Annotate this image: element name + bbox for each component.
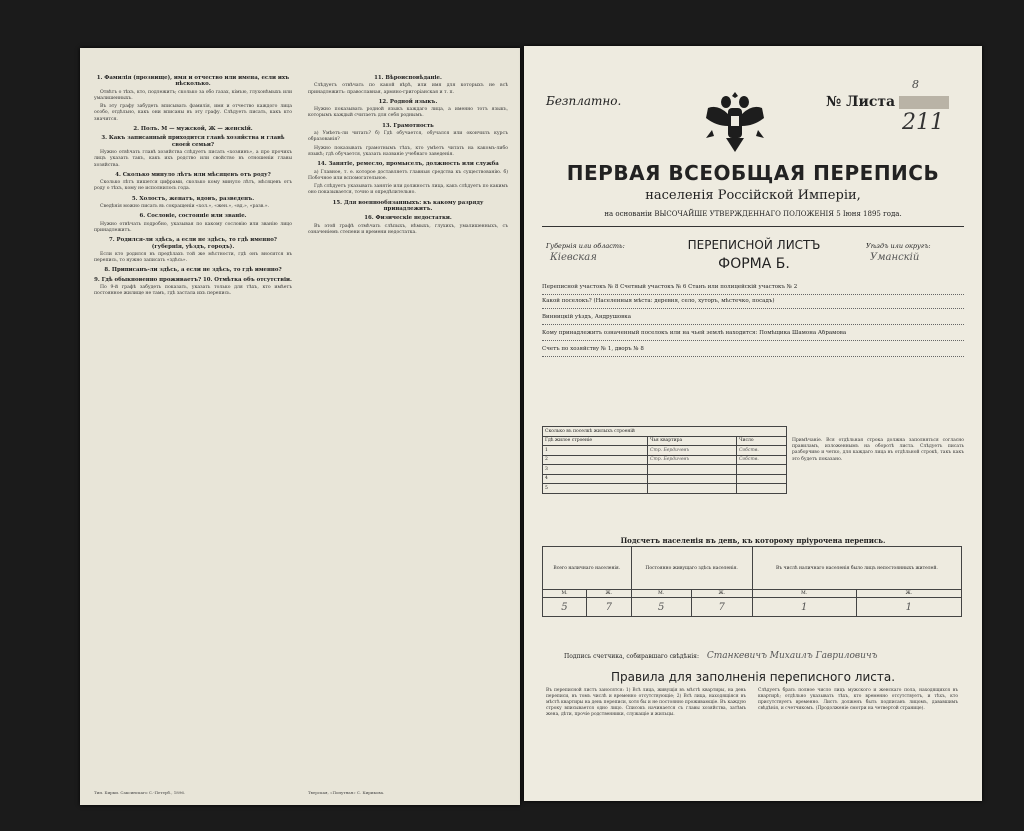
buildings-table-header: Сколько въ поселкѣ жилыхъ строеній — [543, 427, 787, 437]
section-heading: 3. Какъ записанный приходится главѣ хозяйства и главѣ своей семьи? — [101, 135, 285, 148]
section-heading: 4. Сколько минуло лѣтъ или мѣсяцевъ отъ роду? — [115, 171, 271, 178]
buildings-column-header: Гдѣ жилое строеніе — [543, 436, 648, 446]
printer-footer-left: Тип. Бирки. Саксинскаго С.-Петерб., 1896. — [94, 790, 186, 795]
buildings-cell: 2 — [543, 455, 648, 465]
section-heading: 9. Гдѣ обыкновенно проживаетъ? 10. Отмѣтка объ отсутствіи. — [94, 276, 292, 283]
instructions-column-2 — [308, 72, 508, 775]
population-count-value: 1 — [856, 598, 961, 617]
gubernia-label: Губернія или область: — [546, 242, 625, 250]
sheet-number-stamp — [899, 96, 949, 109]
buildings-cell — [737, 484, 787, 494]
buildings-cell: 5 — [543, 484, 648, 494]
population-column-header: Всего наличнаго населенія. — [543, 547, 632, 590]
form-field-row: Счетъ по хозяйству № 1, дворъ № 8 — [542, 346, 964, 357]
form-note: Примѣчаніе. Вся отдѣльная строка должна заполняться согласно правиламъ, изложеннымъ на оборотѣ листа. Слѣдуетъ писать разборчиво и четко, для каждаго лица въ отдѣльной строкѣ, такъ какъ это будетъ показано. — [792, 438, 964, 462]
buildings-cell — [737, 465, 787, 475]
rules-title: Правила для заполненія переписного листа. — [610, 670, 896, 684]
section-text: а) Главное, т. е. которое доставляетъ главныя средства къ существованію. б) Побочное или вспомогательное. — [308, 169, 508, 181]
section-text: Нужно показывать родной языкъ каждаго лица, а именно тотъ языкъ, которымъ каждый считаетъ для себя роднымъ. — [308, 107, 508, 119]
signature: Станкевичъ Михаилъ Гавриловичъ — [706, 651, 878, 661]
buildings-cell: Стр. Бердичевъ — [648, 455, 737, 465]
buildings-cell — [737, 474, 787, 484]
form-title: ПЕРВАЯ ВСЕОБЩАЯ ПЕРЕПИСЬ — [566, 161, 940, 185]
buildings-row — [543, 465, 787, 475]
signature-line — [564, 651, 964, 661]
instructions-column-1 — [94, 72, 292, 775]
section-text: Въ эту графу забудеть вписывать фамилія, имя и отчество каждого лица особо, отдѣльно, какъ они вписаны въ эту графу. Слѣдуетъ писать, какъ кто значится. — [94, 104, 292, 122]
buildings-cell: Собств. — [737, 446, 787, 456]
section-text: Въ этой графѣ отмѣчать слѣпыхъ, нѣмыхъ, глухихъ, умалишенныхъ, съ означеніемъ степени и времени недостатка. — [308, 223, 508, 235]
buildings-column-header: Чья квартира — [648, 436, 737, 446]
buildings-cell — [648, 484, 737, 494]
section-text: Нужно отвѣчать подробно, указывая по какому сословію или званію лицо принадлежитъ. — [94, 221, 292, 233]
divider — [542, 226, 964, 227]
population-sex-header: Ж. — [856, 590, 961, 598]
form-field-row: Переписной участокъ № 8 Счетный участокъ № 6 Станъ или полицейскій участокъ № 2 — [542, 284, 964, 295]
section-heading: 8. Приписанъ-ли здѣсь, а если не здѣсь, то гдѣ именно? — [104, 267, 282, 274]
section-heading: 14. Занятіе, ремесло, промыселъ, должность или служба — [317, 161, 499, 168]
double-headed-eagle-emblem — [702, 86, 768, 158]
section-text: Отвѣтъ о тѣхъ, кто, подлежитъ; сколько за обо газах, кімъю, глухонѣмыхъ или умалишенныхъ. — [94, 89, 292, 101]
form-legal-basis: на основаніи ВЫСОЧАЙШЕ УТВЕРЖДЕННАГО ПОЛОЖЕНІЯ 5 Іюня 1895 года. — [604, 210, 902, 218]
buildings-column-header: Число — [737, 436, 787, 446]
buildings-cell: Собств. — [737, 455, 787, 465]
section-text: а) Умѣетъ-ли читать? б) Гдѣ обучается, обучался или окончилъ курсъ образованія? — [308, 131, 508, 143]
sheet-handwritten-number: 211 — [902, 110, 944, 135]
population-count-value: 5 — [631, 598, 691, 617]
section-heading: 7. Родился-ли здѣсь, а если не здѣсь, то гдѣ именно? (губернія, уѣздъ, городъ). — [109, 237, 277, 250]
sheet-pencil-mark: 8 — [912, 78, 919, 91]
buildings-table — [542, 426, 787, 494]
population-count-value: 7 — [586, 598, 631, 617]
printer-footer-right: Тверская, «Попутная» С. Кирикова. — [308, 790, 385, 795]
population-count-title: Подсчетъ населенія въ день, къ которому пріурочена перепись. — [620, 536, 886, 545]
sheet-number-label — [826, 94, 949, 110]
section-heading: 5. Холостъ, женатъ, вдовъ, разведенъ. — [131, 195, 255, 202]
section-text: Слѣдуетъ отвѣчать по какой вѣрѣ, или имя для которыхъ не всѣ принадлежитъ: православная, армяно-григоріанская и т. п. — [308, 83, 508, 95]
gubernia-value: Кіевская — [550, 252, 597, 263]
section-heading: 15. Для военнообязанныхъ: къ какому разряду принадлежитъ. — [332, 199, 484, 213]
buildings-row — [543, 455, 787, 465]
section-text: По 9-й графѣ забудеть показать, указать только для тѣхъ, кто имѣетъ постоянное жилище не тамъ, гдѣ застала ихъ перепись. — [94, 285, 292, 297]
population-count-value: 1 — [752, 598, 856, 617]
population-sex-header: Ж. — [691, 590, 752, 598]
section-heading: 1. Фамилія (прозвище), имя и отчество или имена, если ихъ нѣсколько. — [96, 75, 290, 88]
section-heading: 12. Родной языкъ. — [378, 98, 438, 105]
population-sex-header: М. — [543, 590, 587, 598]
section-text: Если кто родился въ предѣлахъ той же мѣстности, гдѣ онъ вносится въ перепись, то нужно записать «здѣсь». — [94, 251, 292, 264]
rules-column-2: Слѣдуетъ брать полное число лицъ мужского и женскаго пола, находящихся въ квартирѣ; отдѣльно указывать тѣхъ, кто временно отсутствуетъ, и тѣхъ, кто присутствуетъ временно. Листъ долженъ быть подписанъ лицомъ, дававшимъ свѣдѣнія, и счетчикомъ. (Продолженіе смотри на четвертой странице). — [758, 688, 958, 712]
population-count-table — [542, 546, 962, 617]
buildings-cell — [648, 474, 737, 484]
buildings-cell: 4 — [543, 474, 648, 484]
population-column-header: Въ числѣ наличнаго населенія было лицъ непостоянныхъ жителей. — [752, 547, 961, 590]
population-sex-header: Ж. — [586, 590, 631, 598]
section-heading: 11. Вѣроисповѣданіе. — [374, 75, 442, 81]
form-heading: ПЕРЕПИСНОЙ ЛИСТЪ — [687, 238, 821, 252]
buildings-cell: 1 — [543, 446, 648, 456]
population-count-value: 7 — [691, 598, 752, 617]
section-heading: 16. Физическіе недостатки. — [364, 215, 452, 222]
section-text: Сведѣнія можно писать въ сокращеніи «хол.», «жен.», «вд.», «разв.». — [100, 204, 270, 210]
buildings-row — [543, 446, 787, 456]
sheet-label: № Листа — [826, 94, 896, 110]
section-heading: 2. Полъ. М — мужской, Ж — женскій. — [133, 126, 253, 133]
left-page — [80, 48, 520, 805]
section-text: Гдѣ слѣдуетъ указывать занятіе или должность лица, какъ слѣдуетъ по какимъ оно показывается, точно и опредѣлительно. — [308, 184, 508, 196]
form-subtitle: населенія Россійской Имперіи, — [645, 188, 861, 203]
population-sex-header: М. — [752, 590, 856, 598]
rules-column-1: Въ переписной листъ заносятся: 1) Всѣ лица, живущія въ мѣстѣ квартиры, на день переписи, въ томъ числѣ и временно отсутствующіе; 2) Всѣ лица, находящіяся въ мѣстѣ квартиры на день переписи, хотя бы и не постоянно проживающіе. Въ каждую строку вписывается одно лицо. Списокъ начинается съ главы хозяйства, затѣмъ жена, дѣти, прочіе родственники, служащіе и жильцы. — [546, 688, 746, 718]
section-text: Сколько лѣтъ пишется цифрами, сколько кому минуло лѣтъ, мѣсяцевъ отъ роду о тѣхъ, кому не исполнилось года. — [94, 180, 292, 192]
signature-label: Подпись счетчика, собиравшаго свѣдѣнія: — [564, 653, 699, 660]
section-text: Нужно отвѣчать главѣ хозяйства слѣдуетъ писать «хозяинъ», а про прочихъ лицъ указать такъ, какъ ихъ родство или свойство въ отношеніи главы хозяйства. — [94, 149, 292, 168]
section-heading: 13. Грамотность — [382, 122, 434, 129]
population-sex-header: М. — [631, 590, 691, 598]
form-field-row: Какой поселокъ? (Населенныя мѣста: деревня, село, хуторъ, мѣстечко, посадъ) — [542, 298, 964, 309]
buildings-row — [543, 474, 787, 484]
buildings-cell — [648, 465, 737, 475]
buildings-cell: Стр. Бердичевъ — [648, 446, 737, 456]
form-field-row: Винницкій уѣздъ, Андрушовка — [542, 314, 964, 325]
population-count-value: 5 — [543, 598, 587, 617]
uezd-value: Уманскій — [870, 252, 920, 263]
buildings-row — [543, 484, 787, 494]
form-field-row: Кому принадлежитъ означенный поселокъ или на чьей землѣ находится: Помѣщика Шамона Абрамова — [542, 330, 964, 341]
uezd-label: Уѣздъ или округъ: — [866, 242, 931, 250]
section-heading: 6. Сословіе, состояніе или званіе. — [139, 213, 247, 220]
population-column-header: Постоянно живущаго здѣсь населенія. — [631, 547, 752, 590]
free-label: Безплатно. — [546, 94, 622, 108]
section-text: Нужно показывать грамотнымъ тѣхъ, кто умѣетъ читать на какомъ-либо языкѣ; гдѣ обучается, указать названіе учебнаго заведенія. — [308, 145, 508, 157]
form-type: ФОРМА Б. — [718, 256, 790, 272]
census-form-page — [524, 46, 982, 801]
buildings-cell: 3 — [543, 465, 648, 475]
